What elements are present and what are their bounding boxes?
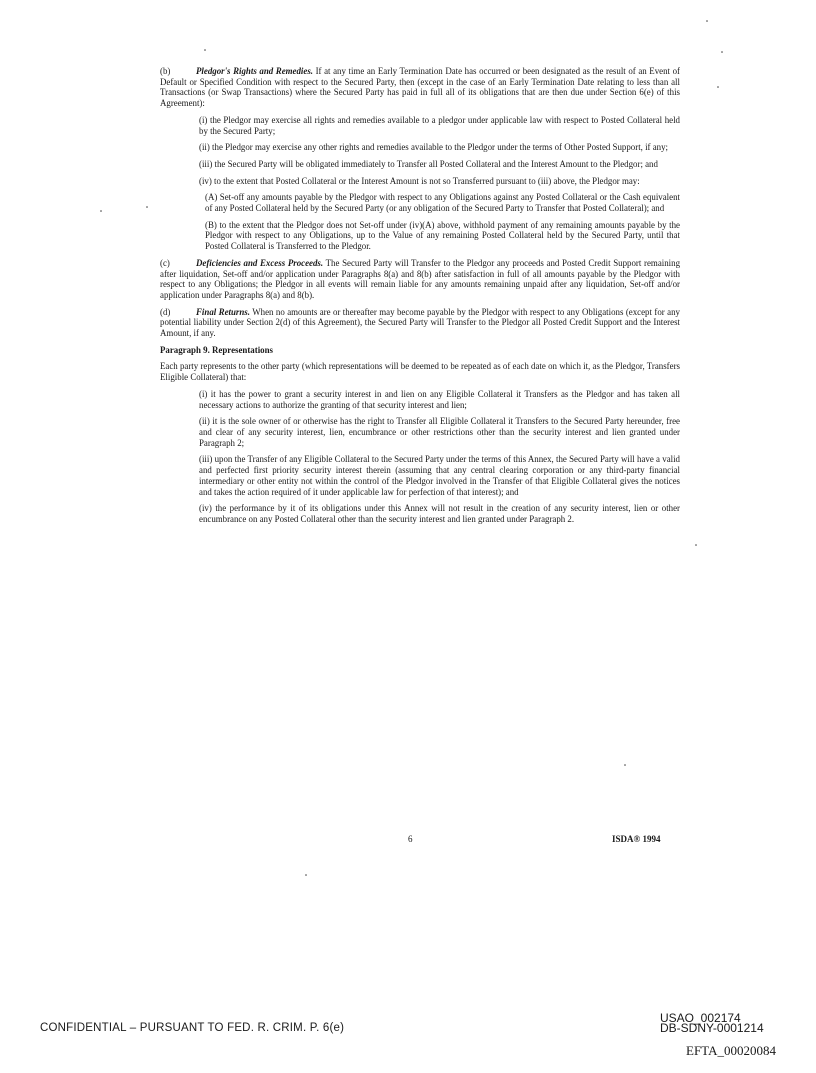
bates-sdny: DB-SDNY-0001214 <box>660 1021 764 1035</box>
section-heading: Paragraph 9. Representations <box>160 344 273 355</box>
paragraph-8c <box>160 258 680 301</box>
paragraph-8b <box>160 66 680 109</box>
scan-speck <box>706 20 708 22</box>
list-item: (ii) it is the sole owner of or otherwise has the right to Transfer all Eligible Collateral it Transfers to the Secured Party hereunder, free and clear of any security interest, lien, encumbrance or other restrictions other than the security interest and lien granted under Paragraph 2; <box>199 416 680 448</box>
confidential-stamp: CONFIDENTIAL – PURSUANT TO FED. R. CRIM. P. 6(e) <box>40 1022 345 1034</box>
paragraph-title: Deficiencies and Excess Proceeds. <box>196 257 324 268</box>
scan-speck <box>695 544 697 546</box>
paragraph-label: (d) <box>160 306 171 317</box>
list-item: (iv) to the extent that Posted Collateral or the Interest Amount is not so Transferred pursuant to (iii) above, the Pledgor may: <box>199 175 640 186</box>
list-item: (iv) the performance by it of its obligations under this Annex will not result in the creation of any security interest, lien or other encumbrance on any Posted Collateral other than the security interest and lien granted under Paragraph 2. <box>199 503 680 524</box>
scan-speck <box>717 86 719 88</box>
paragraph-9-intro: Each party represents to the other party (which representations will be deemed to be repeated as of each date on which it, as the Pledgor, Transfers Eligible Collateral) that: <box>160 361 680 383</box>
page-number: 6 <box>408 834 413 844</box>
paragraph-8d <box>160 307 680 339</box>
document-body <box>160 66 680 531</box>
paragraph-text: The Secured Party will Transfer to the Pledgor any proceeds and Posted Credit Support remaining after liquidation, Set-off and/or application under Paragraphs 8(a) and 8(b) after satisfaction in full of all amounts payable by the Pledgor with respect to any Obligations; the Pledgor in all events will remain liable for any amounts remaining unpaid after any liquidation, Set-off and/or application under Paragraphs 8(a) and 8(b). <box>160 257 681 300</box>
list-item: (iii) the Secured Party will be obligated immediately to Transfer all Posted Collateral and the Interest Amount to the Pledgor; and <box>199 158 658 169</box>
paragraph-text: If at any time an Early Termination Date has occurred or been designated as the result of an Event of Default or Specified Condition with respect to the Secured Party, then (except in the case of an Early Termination Date relating to less than all Transactions (or Swap Transactions) where the Secured Party has paid in full all of its obligations that are then due under Section 6(e) of this Agreement): <box>160 66 680 109</box>
scan-speck <box>204 49 206 51</box>
scan-speck <box>305 874 307 876</box>
footer-brand: ISDA® 1994 <box>612 834 661 844</box>
scan-speck <box>624 764 626 766</box>
efta-stamp: EFTA_00020084 <box>686 1043 776 1058</box>
scan-speck <box>100 210 102 212</box>
paragraph-title: Pledgor's Rights and Remedies. <box>196 66 313 76</box>
list-item: (ii) the Pledgor may exercise any other rights and remedies available to the Pledgor under the terms of Other Posted Support, if any; <box>199 142 669 153</box>
bates-usao: USAO_002174 <box>660 1011 741 1025</box>
sub-list-item: (B) to the extent that the Pledgor does not Set-off under (iv)(A) above, withhold payment of any remaining amounts payable by the Pledgor with respect to any Obligations, up to the Value of any remaining Posted Collateral held by the Secured Party, until that Posted Collateral is Transferred to the Pledgor. <box>205 219 680 252</box>
paragraph-label: (b) <box>160 66 171 76</box>
scan-speck <box>721 51 723 53</box>
sub-list-item: (A) Set-off any amounts payable by the Pledgor with respect to any Obligations against any Posted Collateral or the Cash equivalent of any Posted Collateral held by the Secured Party (or any obligation of the Secured Party to Transfer that Posted Collateral); and <box>205 192 680 214</box>
list-item: (i) the Pledgor may exercise all rights and remedies available to a pledgor under applicable law with respect to Posted Collateral held by the Secured Party; <box>199 114 680 136</box>
scan-speck <box>146 206 148 208</box>
paragraph-text: When no amounts are or thereafter may become payable by the Pledgor with respect to any Obligations (except for any potential liability under Section 2(d) of this Agreement), the Secured Party will Transfer to the Pledgor all Posted Credit Support and the Interest Amount, if any. <box>160 306 680 339</box>
list-item: (iii) upon the Transfer of any Eligible Collateral to the Secured Party under the terms of this Annex, the Secured Party will have a valid and perfected first priority security interest therein (assuming that any central clearing corporation or any third-party financial intermediary or other entity not within the control of the Pledgor involved in the Transfer of that Eligible Collateral gives the notices and takes the action required of it under applicable law for perfection of that interest); and <box>199 454 680 497</box>
list-item: (i) it has the power to grant a security interest in and lien on any Eligible Collateral it Transfers as the Pledgor and has taken all necessary actions to authorize the granting of that security interest and lien; <box>199 388 680 410</box>
paragraph-label: (c) <box>160 257 170 268</box>
paragraph-title: Final Returns. <box>196 306 250 317</box>
